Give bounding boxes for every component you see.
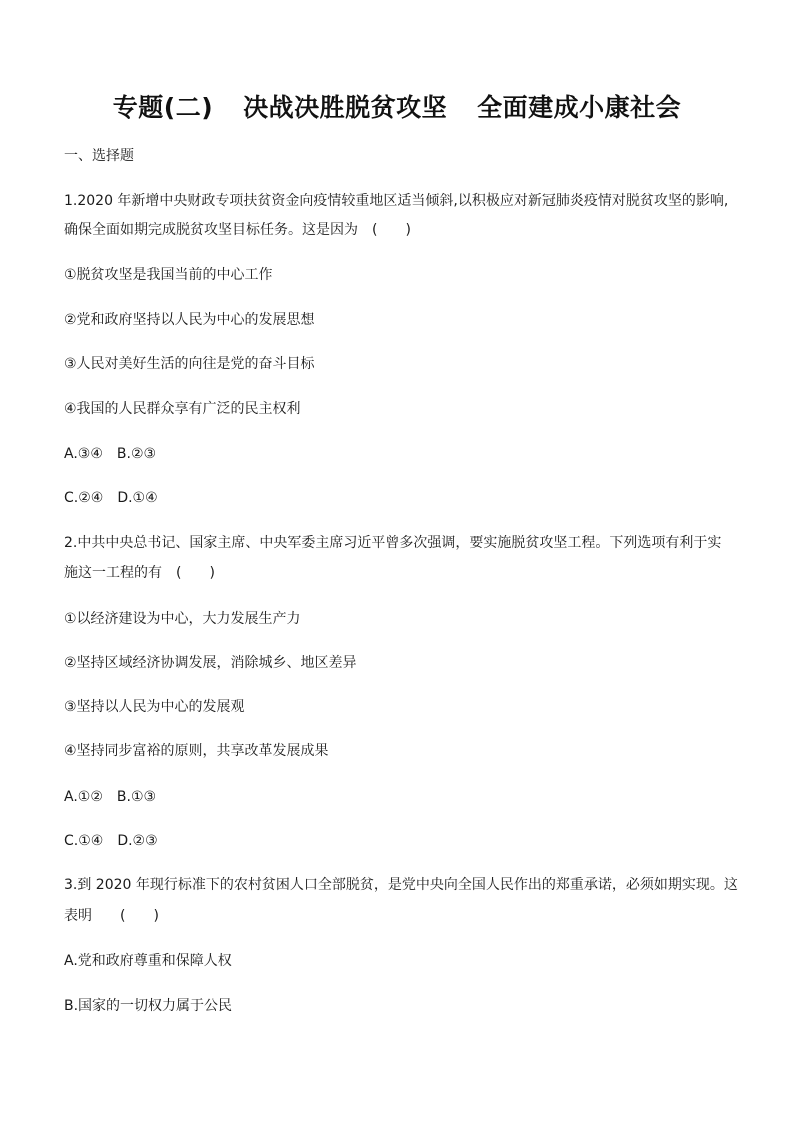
question-1-options-row-1 bbox=[64, 444, 156, 464]
question-3-option-a[interactable]: A.党和政府尊重和保障人权 bbox=[64, 953, 232, 969]
question-3-stem-line-1: 3.到 2020 年现行标准下的农村贫困人口全部脱贫，是党中央向全国人民作出的郑重承诺，必须如期实现。这 bbox=[64, 877, 738, 893]
question-2-option-d[interactable]: D.②③ bbox=[117, 833, 158, 849]
question-1-statement-2: ②党和政府坚持以人民为中心的发展思想 bbox=[64, 312, 315, 328]
question-2-statement-4: ④坚持同步富裕的原则，共享改革发展成果 bbox=[64, 743, 329, 759]
question-3-stem-line-2: 表明 ( ) bbox=[64, 908, 159, 924]
title-topic-number: 专题(二) bbox=[112, 93, 214, 122]
question-1-statement-1: ①脱贫攻坚是我国当前的中心工作 bbox=[64, 267, 273, 283]
page-title bbox=[0, 88, 794, 124]
question-2-statement-2: ②坚持区域经济协调发展，消除城乡、地区差异 bbox=[64, 655, 357, 671]
question-3-option-b[interactable]: B.国家的一切权力属于公民 bbox=[64, 998, 233, 1014]
question-1-stem-line-1: 1.2020 年新增中央财政专项扶贫资金向疫情较重地区适当倾斜,以积极应对新冠肺炎疫情对脱贫攻坚的影响, bbox=[64, 193, 729, 209]
question-2-option-b[interactable]: B.①③ bbox=[116, 789, 157, 805]
question-2-stem-line-1: 2.中共中央总书记、国家主席、中央军委主席习近平曾多次强调，要实施脱贫攻坚工程。下列选项有利于实 bbox=[64, 535, 722, 551]
question-1-option-a[interactable]: A.③④ bbox=[64, 446, 103, 462]
question-2-option-a[interactable]: A.①② bbox=[64, 789, 103, 805]
question-1-option-d[interactable]: D.①④ bbox=[117, 490, 158, 506]
question-2-options-row-1 bbox=[64, 787, 156, 807]
question-1-statement-3: ③人民对美好生活的向往是党的奋斗目标 bbox=[64, 356, 315, 372]
question-2-stem-line-2: 施这一工程的有 ( ) bbox=[64, 565, 215, 581]
question-1-option-c[interactable]: C.②④ bbox=[64, 490, 104, 506]
question-2-statement-3: ③坚持以人民为中心的发展观 bbox=[64, 699, 245, 715]
question-1-stem-line-2: 确保全面如期完成脱贫攻坚目标任务。这是因为 ( ) bbox=[64, 222, 411, 238]
question-2-options-row-2 bbox=[64, 831, 158, 851]
title-main: 决战决胜脱贫攻坚 bbox=[243, 93, 448, 122]
section-heading: 一、选择题 bbox=[64, 148, 134, 164]
question-2-statement-1: ①以经济建设为中心，大力发展生产力 bbox=[64, 611, 301, 627]
question-2-option-c[interactable]: C.①④ bbox=[64, 833, 104, 849]
title-sub: 全面建成小康社会 bbox=[477, 93, 682, 122]
question-1-options-row-2 bbox=[64, 488, 158, 508]
question-1-statement-4: ④我国的人民群众享有广泛的民主权利 bbox=[64, 401, 301, 417]
question-1-option-b[interactable]: B.②③ bbox=[116, 446, 157, 462]
